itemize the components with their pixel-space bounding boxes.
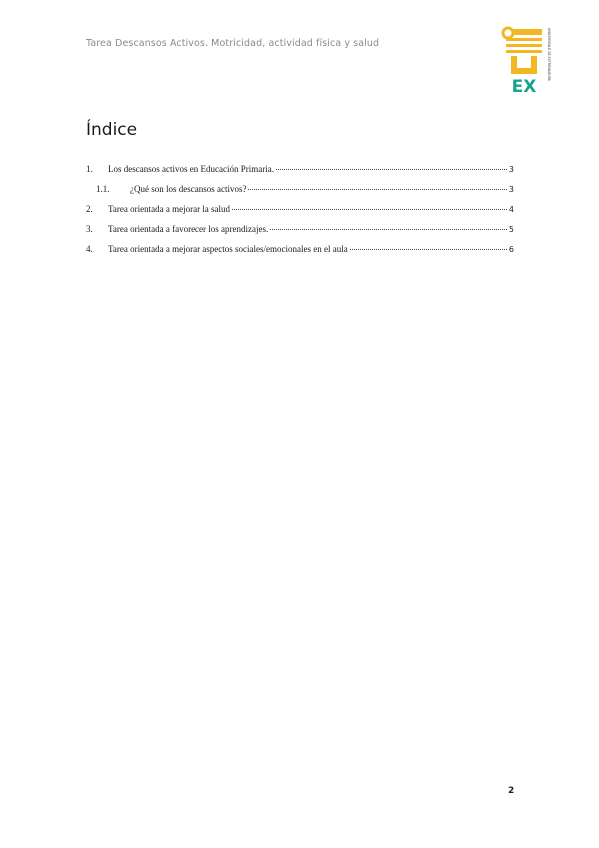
toc-dot-leader	[270, 229, 507, 230]
toc-entry-page: 4	[508, 205, 514, 214]
logo-ex-text: EX	[511, 77, 537, 96]
toc-entry-page: 3	[508, 185, 514, 194]
university-logo	[498, 24, 560, 96]
toc-entry-number: 1.	[86, 164, 93, 174]
toc-dot-leader	[232, 209, 507, 210]
toc-entry-text: ¿Qué son los descansos activos?	[130, 184, 247, 194]
table-of-contents	[86, 164, 514, 264]
toc-entry[interactable]	[86, 244, 514, 264]
toc-title: Índice	[86, 120, 138, 140]
toc-dot-leader	[248, 189, 506, 190]
toc-entry[interactable]	[86, 184, 514, 204]
toc-entry-page: 3	[508, 165, 514, 174]
toc-entry-text: Tarea orientada a mejorar aspectos sociales/emocionales en el aula	[108, 244, 348, 254]
toc-entry-number: 4.	[86, 244, 93, 254]
toc-entry-text: Los descansos activos en Educación Primaria.	[108, 164, 274, 174]
page-number: 2	[508, 786, 515, 796]
toc-entry-text: Tarea orientada a favorecer los aprendizajes.	[108, 224, 269, 234]
logo-vertical-text: UNIVERSIDAD DE EXTREMADURA	[547, 28, 551, 81]
toc-entry-number: 3.	[86, 224, 93, 234]
toc-entry-text: Tarea orientada a mejorar la salud	[108, 204, 231, 214]
toc-entry-number: 2.	[86, 204, 93, 214]
toc-entry-page: 6	[508, 245, 514, 254]
toc-entry[interactable]	[86, 224, 514, 244]
toc-entry-page: 5	[508, 225, 514, 234]
toc-dot-leader	[276, 169, 507, 170]
toc-entry[interactable]	[86, 204, 514, 224]
toc-entry-number: 1.1.	[96, 184, 110, 194]
toc-entry[interactable]	[86, 164, 514, 184]
document-header-title: Tarea Descansos Activos. Motricidad, actividad física y salud	[86, 38, 380, 49]
toc-dot-leader	[350, 249, 507, 250]
ionic-column-icon	[503, 28, 542, 74]
